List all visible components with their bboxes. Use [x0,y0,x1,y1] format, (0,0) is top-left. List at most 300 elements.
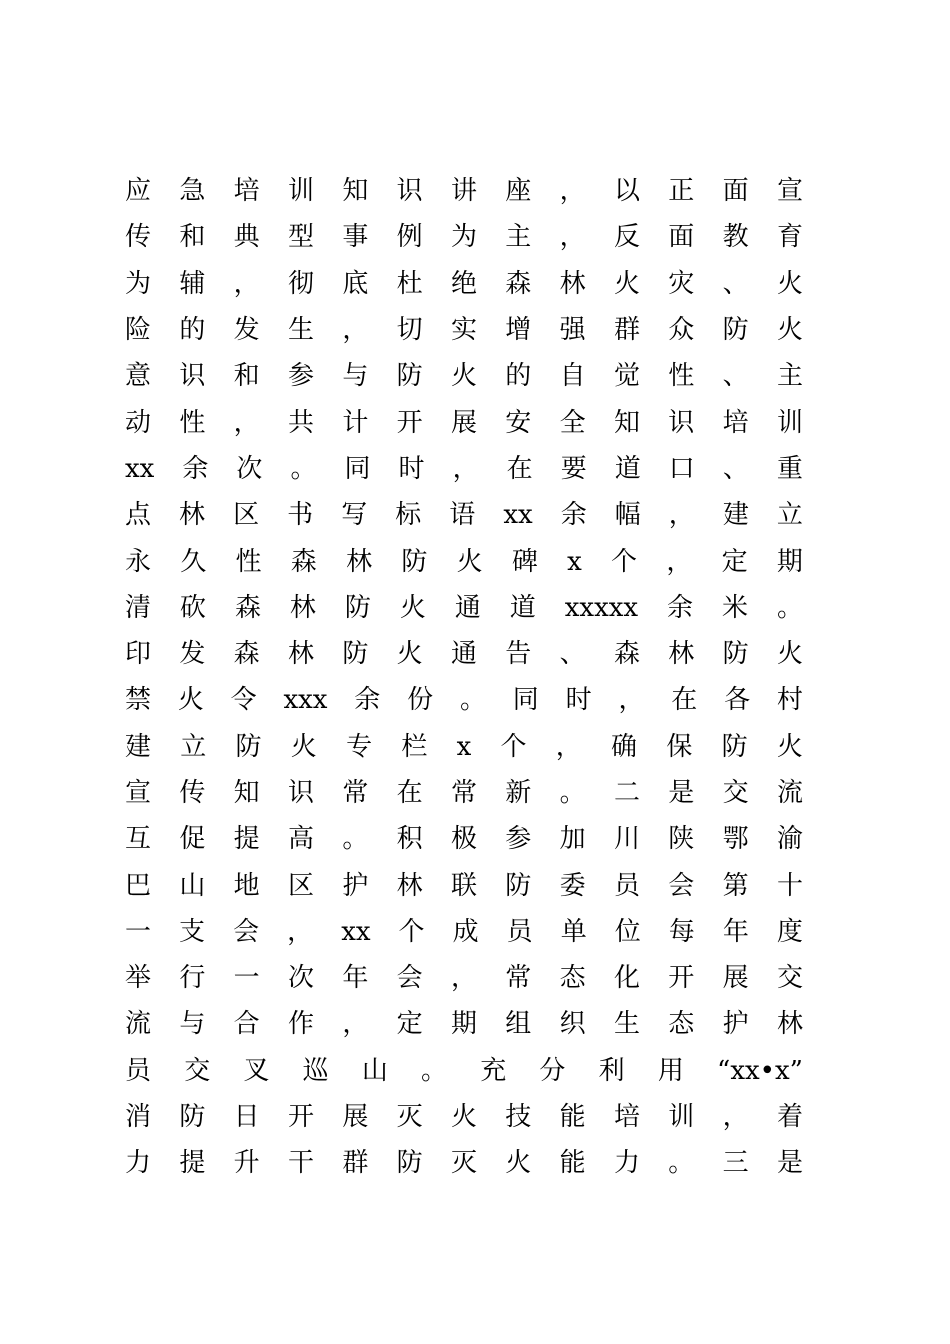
text-glyph: 。 [290,453,317,484]
text-glyph: 立 [180,731,207,762]
text-glyph: 用 [657,1055,684,1086]
text-glyph: 火 [177,685,204,716]
text-glyph: 增 [505,315,532,346]
text-glyph: 告 [505,639,532,670]
text-glyph: 高 [287,824,314,855]
text-glyph: 陕 [668,824,695,855]
text-glyph: 、 [722,453,749,484]
text-glyph: 区 [287,870,314,901]
text-glyph: 知 [613,407,640,438]
text-glyph: 常 [450,778,477,808]
text-glyph: 交 [776,963,803,994]
text-glyph: 识 [396,176,423,207]
text-glyph: 林 [776,1009,803,1040]
text-glyph: 保 [666,731,693,762]
text-glyph: 训 [668,1102,695,1133]
text-glyph: 单 [560,916,587,947]
text-glyph: 的 [179,315,206,346]
text-line [125,261,803,307]
text-line [125,955,803,1001]
text-glyph: xx [125,453,155,484]
text-glyph: 性 [668,361,695,392]
text-glyph: 共 [287,407,314,438]
text-glyph: 余 [560,500,587,531]
text-glyph: 个 [500,731,527,762]
text-glyph: 定 [721,546,748,577]
text-glyph: 山 [179,870,206,901]
text-glyph: 道 [614,453,641,484]
text-glyph: 川 [613,824,640,855]
text-glyph: 。 [776,592,803,623]
text-glyph: 应 [125,176,152,207]
text-glyph: ， [450,963,477,994]
text-glyph: 与 [342,361,369,392]
text-glyph: 火 [396,639,423,670]
text-line [125,724,803,770]
text-glyph: 山 [361,1055,388,1086]
text-glyph: 面 [722,176,749,207]
text-line [125,1094,803,1140]
body-text [125,168,803,1187]
text-line [125,862,803,908]
text-glyph: 分 [539,1055,566,1086]
text-glyph: 互 [125,824,152,855]
text-glyph: 写 [341,500,368,531]
text-glyph: 语 [449,500,476,531]
text-glyph: 碑 [511,546,538,577]
text-glyph: 觉 [613,361,640,392]
text-glyph: “xx•x” [717,1055,803,1086]
text-glyph: 和 [233,361,260,392]
text-glyph: 巡 [302,1055,329,1086]
text-glyph: 极 [450,824,477,855]
text-glyph: 栏 [401,731,428,762]
text-glyph: 正 [668,176,695,207]
text-line [125,770,803,816]
text-glyph: 同 [344,453,371,484]
text-glyph: 年 [342,963,369,994]
text-glyph: 确 [611,731,638,762]
text-glyph: 开 [287,1102,314,1133]
text-glyph: 林 [559,268,586,299]
text-line [125,816,803,862]
text-glyph: 森 [505,268,532,299]
text-glyph: 余 [667,592,694,623]
text-glyph: 育 [776,222,803,253]
text-glyph: 个 [611,546,638,577]
text-glyph: 道 [509,592,536,623]
text-glyph: 幅 [614,500,641,531]
text-line [125,1048,803,1094]
text-glyph: 流 [125,1009,152,1040]
text-glyph: 次 [287,963,314,994]
text-glyph: 充 [480,1055,507,1086]
text-glyph: 识 [668,407,695,438]
text-glyph: 辅 [179,268,206,299]
text-glyph: 的 [505,361,532,392]
text-glyph: 性 [235,546,262,577]
text-glyph: 座 [505,176,532,207]
text-glyph: 防 [396,361,423,392]
text-glyph: 知 [342,176,369,207]
text-glyph: 在 [506,453,533,484]
text-glyph: 各 [724,685,751,716]
text-glyph: 与 [179,1009,206,1040]
text-glyph: ， [555,731,582,762]
text-glyph: 举 [125,963,152,994]
text-glyph: 防 [342,639,369,670]
text-glyph: 传 [125,222,152,253]
text-glyph: 以 [613,176,640,207]
text-glyph: 禁 [125,685,152,716]
text-glyph: 发 [233,315,260,346]
text-glyph: 传 [179,778,206,808]
text-glyph: 灭 [396,1102,423,1133]
text-glyph: 定 [396,1009,423,1040]
text-glyph: 火 [776,268,803,299]
text-line [125,353,803,399]
text-glyph: xx [503,500,533,531]
text-glyph: ， [668,500,695,531]
text-glyph: 主 [776,361,803,392]
text-glyph: 交 [722,778,749,808]
text-glyph: 参 [505,824,532,855]
text-glyph: 例 [396,222,423,253]
text-glyph: 促 [179,824,206,855]
text-glyph: 火 [776,315,803,346]
text-glyph: 典 [233,222,260,253]
text-glyph: 宣 [776,176,803,207]
text-glyph: ， [342,1009,369,1040]
text-glyph: 参 [287,361,314,392]
text-glyph: 每 [668,916,695,947]
text-glyph: ， [559,176,586,207]
text-glyph: 森 [613,639,640,670]
text-glyph: 是 [668,778,695,808]
text-glyph: 防 [396,1148,423,1179]
text-line [125,1140,803,1186]
text-line [125,446,803,492]
text-glyph: 着 [776,1102,803,1133]
text-glyph: 开 [396,407,423,438]
text-glyph: 火 [290,731,317,762]
text-glyph: 展 [722,963,749,994]
text-glyph: 为 [450,222,477,253]
text-glyph: 二 [613,778,640,808]
text-glyph: 标 [395,500,422,531]
text-glyph: 展 [450,407,477,438]
text-glyph: 训 [776,407,803,438]
text-glyph: 在 [671,685,698,716]
text-glyph: 合 [233,1009,260,1040]
text-line [125,538,803,584]
text-glyph: 渝 [776,824,803,855]
text-glyph: 常 [342,778,369,808]
text-glyph: 开 [668,963,695,994]
text-glyph: 防 [721,731,748,762]
text-glyph: 林 [668,639,695,670]
text-glyph: 。 [421,1055,448,1086]
text-glyph: 地 [233,870,260,901]
text-glyph: 事 [342,222,369,253]
text-glyph: 常 [505,963,532,994]
text-glyph: 巴 [125,870,152,901]
text-glyph: 加 [559,824,586,855]
text-glyph: x [567,546,582,577]
text-glyph: xx [341,916,371,947]
text-glyph: 会 [233,916,260,947]
text-glyph: 能 [559,1102,586,1133]
text-glyph: 防 [722,315,749,346]
text-glyph: 化 [613,963,640,994]
text-glyph: 区 [233,500,260,531]
text-line [125,399,803,445]
text-glyph: 织 [559,1009,586,1040]
text-glyph: 一 [125,916,152,947]
text-glyph: ， [666,546,693,577]
text-glyph: 令 [230,685,257,716]
text-glyph: 印 [125,639,152,670]
text-glyph: 永 [125,546,152,577]
text-glyph: 通 [454,592,481,623]
text-glyph: 识 [287,778,314,808]
text-glyph: 性 [179,407,206,438]
text-glyph: 力 [613,1148,640,1179]
text-glyph: 林 [287,639,314,670]
text-glyph: 十 [776,870,803,901]
text-glyph: 灭 [450,1148,477,1179]
text-glyph: 行 [179,963,206,994]
text-glyph: 险 [125,315,152,346]
text-glyph: 火 [613,268,640,299]
text-glyph: 火 [776,731,803,762]
text-glyph: 林 [289,592,316,623]
text-line [125,492,803,538]
text-glyph: 重 [776,453,803,484]
text-line [125,631,803,677]
text-glyph: 防 [344,592,371,623]
text-glyph: 久 [180,546,207,577]
text-glyph: x [456,731,472,762]
text-glyph: 积 [396,824,423,855]
text-glyph: ， [233,407,260,438]
text-glyph: 专 [346,731,373,762]
text-glyph: 切 [396,315,423,346]
text-glyph: 防 [235,731,262,762]
text-glyph: 杜 [396,268,423,299]
text-glyph: 作 [287,1009,314,1040]
text-glyph: 培 [233,176,260,207]
text-glyph: 展 [342,1102,369,1133]
text-glyph: 讲 [450,176,477,207]
text-glyph: 三 [722,1148,749,1179]
text-glyph: 训 [287,176,314,207]
text-glyph: 时 [398,453,425,484]
text-glyph: ， [722,1102,749,1133]
text-glyph: 和 [179,222,206,253]
text-glyph: 火 [505,1148,532,1179]
text-glyph: 意 [125,361,152,392]
text-glyph: 火 [776,639,803,670]
text-glyph: 护 [342,870,369,901]
text-glyph: 培 [722,407,749,438]
text-glyph: 计 [342,407,369,438]
text-glyph: 位 [614,916,641,947]
text-glyph: 发 [179,639,206,670]
text-glyph: 能 [559,1148,586,1179]
text-line [125,168,803,214]
text-glyph: 强 [559,315,586,346]
text-glyph: 期 [776,546,803,577]
text-glyph: 联 [450,870,477,901]
text-glyph: 提 [233,824,260,855]
text-glyph: 村 [776,685,803,716]
text-glyph: 林 [396,870,423,901]
text-glyph: 面 [668,222,695,253]
text-glyph: 要 [560,453,587,484]
text-glyph: 新 [505,778,532,808]
text-glyph: 会 [396,963,423,994]
text-glyph: 型 [287,222,314,253]
text-glyph: 森 [233,639,260,670]
text-glyph: 安 [505,407,532,438]
text-glyph: 动 [125,407,152,438]
text-glyph: 急 [179,176,206,207]
text-glyph: 、 [722,361,749,392]
text-glyph: 防 [505,870,532,901]
text-glyph: 书 [287,500,314,531]
text-glyph: ， [342,315,369,346]
text-glyph: ， [452,453,479,484]
text-glyph: xxx [283,685,328,716]
text-glyph: 全 [559,407,586,438]
text-glyph: 技 [505,1102,532,1133]
text-glyph: 生 [613,1009,640,1040]
text-glyph: 教 [722,222,749,253]
text-glyph: 交 [184,1055,211,1086]
text-glyph: 米 [722,592,749,623]
text-glyph: 森 [290,546,317,577]
text-glyph: 火 [399,592,426,623]
text-glyph: 余 [182,453,209,484]
text-glyph: 。 [559,778,586,808]
text-glyph: 日 [233,1102,260,1133]
text-glyph: 生 [287,315,314,346]
text-line [125,1001,803,1047]
text-glyph: 防 [179,1102,206,1133]
text-glyph: 建 [722,500,749,531]
text-glyph: 度 [776,916,803,947]
text-glyph: 成 [452,916,479,947]
text-glyph: 流 [776,778,803,808]
text-glyph: 口 [668,453,695,484]
text-glyph: 时 [565,685,592,716]
text-glyph: 宣 [125,778,152,808]
text-glyph: xxxxx [564,592,639,623]
text-glyph: 林 [179,500,206,531]
text-glyph: 砍 [179,592,206,623]
text-glyph: 支 [179,916,206,947]
text-glyph: 是 [776,1148,803,1179]
text-line [125,214,803,260]
text-glyph: 培 [613,1102,640,1133]
text-glyph: ， [287,916,314,947]
text-line [125,677,803,723]
text-glyph: 绝 [450,268,477,299]
text-glyph: 鄂 [722,824,749,855]
text-glyph: 年 [722,916,749,947]
text-glyph: 消 [125,1102,152,1133]
text-glyph: 员 [613,870,640,901]
text-glyph: 利 [598,1055,625,1086]
text-line [125,909,803,955]
text-glyph: 、 [559,639,586,670]
text-glyph: 火 [456,546,483,577]
text-glyph: 、 [722,268,749,299]
text-glyph: 群 [613,315,640,346]
text-glyph: 。 [342,824,369,855]
text-glyph: 立 [776,500,803,531]
text-glyph: 态 [668,1009,695,1040]
text-glyph: 余 [354,685,381,716]
text-glyph: 在 [396,778,423,808]
text-glyph: 底 [342,268,369,299]
text-glyph: 干 [287,1148,314,1179]
text-glyph: 员 [125,1055,152,1086]
text-glyph: 护 [722,1009,749,1040]
text-glyph: 员 [506,916,533,947]
text-line [125,585,803,631]
text-glyph: 。 [459,685,486,716]
text-glyph: ， [618,685,645,716]
text-glyph: 实 [450,315,477,346]
text-glyph: 委 [559,870,586,901]
text-glyph: 灾 [668,268,695,299]
text-glyph: 彻 [287,268,314,299]
text-glyph: 反 [613,222,640,253]
text-glyph: 建 [125,731,152,762]
text-glyph: 自 [559,361,586,392]
text-glyph: ， [233,268,260,299]
text-glyph: 第 [722,870,749,901]
text-glyph: 份 [407,685,434,716]
text-glyph: 防 [401,546,428,577]
text-line [125,307,803,353]
text-glyph: 一 [233,963,260,994]
text-glyph: 提 [179,1148,206,1179]
text-glyph: 防 [722,639,749,670]
text-glyph: 知 [233,778,260,808]
text-glyph: 为 [125,268,152,299]
text-glyph: 次 [236,453,263,484]
text-glyph: 。 [668,1148,695,1179]
text-glyph: 叉 [243,1055,270,1086]
text-glyph: 同 [512,685,539,716]
text-glyph: 升 [233,1148,260,1179]
text-glyph: 火 [450,361,477,392]
text-glyph: 通 [450,639,477,670]
text-glyph: 点 [125,500,152,531]
text-glyph: 林 [346,546,373,577]
text-glyph: 组 [505,1009,532,1040]
text-glyph: ， [559,222,586,253]
text-glyph: 期 [450,1009,477,1040]
text-glyph: 识 [179,361,206,392]
text-glyph: 众 [668,315,695,346]
text-glyph: 个 [398,916,425,947]
text-glyph: 森 [234,592,261,623]
text-glyph: 主 [505,222,532,253]
